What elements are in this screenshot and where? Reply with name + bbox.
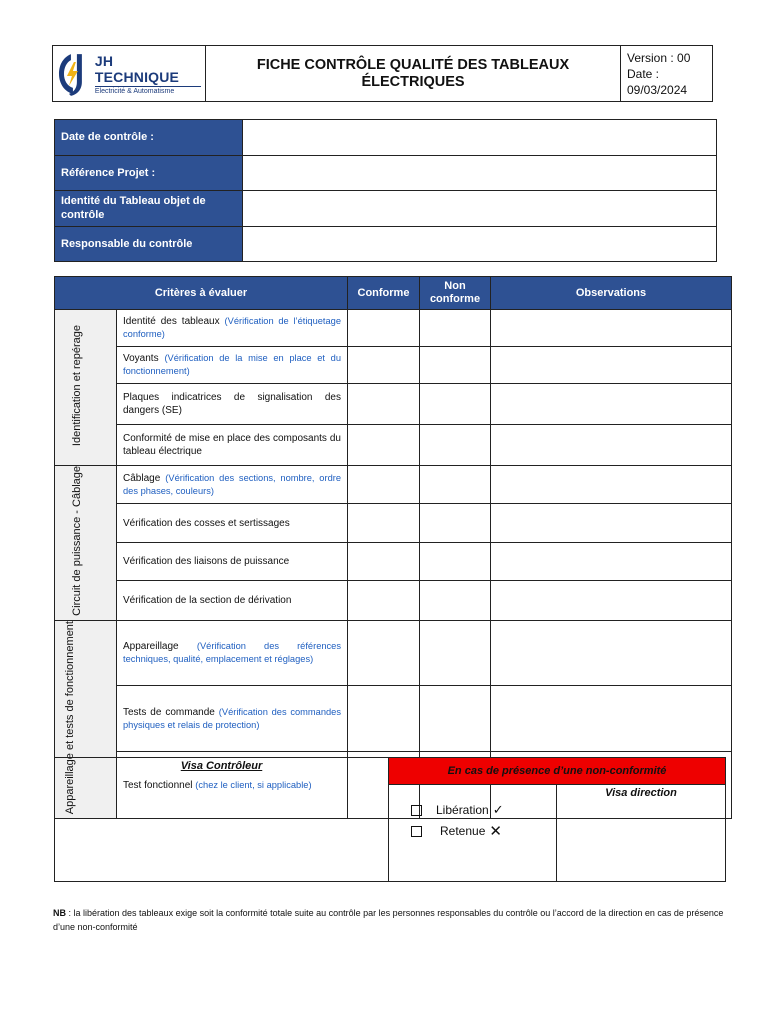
conforme-cell[interactable] [348, 620, 420, 685]
retenue-option[interactable] [411, 822, 556, 840]
group-label: Appareillage et tests de fonctionnement [63, 620, 76, 815]
conforme-cell[interactable] [348, 310, 420, 347]
company-logo [57, 52, 201, 96]
criterion-label: Conformité de mise en place des composants du tableau électrique [123, 433, 341, 457]
criterion-note: (Vérification des commandes physiques et relais de protection) [123, 706, 341, 730]
criterion-note: (Vérification des sections, nombre, ordre des phases, couleurs) [123, 472, 342, 496]
retenue-label: Retenue [440, 824, 486, 838]
info-field-reference[interactable] [243, 155, 717, 191]
criterion-row [117, 466, 348, 504]
non-conforme-cell[interactable] [420, 384, 491, 425]
criterion-row [117, 425, 348, 466]
criterion-label: Plaques indicatrices de signalisation des dangers (SE) [123, 392, 341, 416]
header-criteria: Critères à évaluer [55, 277, 348, 310]
criterion-note: (Vérification des références techniques, qualité, emplacement et réglages) [123, 640, 341, 664]
conforme-cell[interactable] [348, 425, 420, 466]
non-conforme-cell[interactable] [420, 685, 491, 752]
conforme-cell[interactable] [348, 581, 420, 621]
document-header [52, 45, 713, 102]
cross-icon: ✕ [489, 823, 502, 840]
criterion-row [117, 542, 348, 580]
non-conforme-cell[interactable] [420, 310, 491, 347]
liberation-label: Libération [436, 803, 489, 817]
check-icon: ✓ [492, 802, 504, 817]
conforme-cell[interactable] [348, 685, 420, 752]
non-conformite-header: En cas de présence d’une non-conformité [389, 758, 726, 785]
criterion-label: Identité des tableaux [123, 316, 220, 327]
observations-cell[interactable] [491, 310, 732, 347]
retenue-checkbox[interactable] [411, 826, 422, 837]
criterion-row [117, 310, 348, 347]
criterion-label: Vérification de la section de dérivation [123, 595, 292, 607]
criterion-label: Voyants [123, 353, 159, 364]
non-conforme-cell[interactable] [420, 504, 491, 542]
info-label-date: Date de contrôle : [55, 120, 243, 156]
info-label-reference: Référence Projet : [55, 155, 243, 191]
criterion-row [117, 685, 348, 752]
non-conforme-cell[interactable] [420, 581, 491, 621]
non-conforme-cell[interactable] [420, 425, 491, 466]
visa-direction-cell[interactable] [557, 785, 726, 882]
criterion-note: (Vérification de la mise en place et du fonctionnement) [123, 353, 341, 376]
decision-cell [389, 785, 557, 882]
logo-name: JH TECHNIQUE [94, 52, 180, 85]
criterion-label: Vérification des cosses et sertissages [123, 517, 290, 529]
info-label-responsable: Responsable du contrôle [55, 226, 243, 262]
criterion-note: (chez le client, si applicable) [195, 779, 312, 790]
visa-controleur-cell[interactable] [55, 758, 389, 882]
observations-cell[interactable] [491, 504, 732, 542]
conforme-cell[interactable] [348, 347, 420, 384]
conforme-cell[interactable] [348, 466, 420, 504]
observations-cell[interactable] [491, 425, 732, 466]
visa-direction-title: Visa direction [605, 787, 677, 799]
criteria-table [54, 276, 732, 819]
info-field-identite[interactable] [243, 191, 717, 227]
conforme-cell[interactable] [348, 542, 420, 580]
footnote-prefix: NB [53, 908, 66, 918]
footnote [53, 906, 733, 934]
group-identification [55, 310, 117, 466]
info-field-date[interactable] [243, 120, 717, 156]
criterion-label: Test fonctionnel [123, 779, 193, 791]
info-table [54, 119, 717, 262]
group-label: Identification et repérage [70, 324, 83, 447]
observations-cell[interactable] [491, 384, 732, 425]
info-label-identite: Identité du Tableau objet de contrôle [55, 191, 243, 227]
criterion-row [117, 384, 348, 425]
observations-cell[interactable] [491, 542, 732, 580]
criterion-label: Câblage [123, 472, 161, 484]
observations-cell[interactable] [491, 581, 732, 621]
logo-subtitle: Electricité & Automatisme [95, 86, 201, 95]
header-conforme: Conforme [348, 277, 420, 310]
criterion-row [117, 347, 348, 384]
criterion-label: Tests de commande [123, 706, 215, 718]
version-cell [621, 46, 713, 102]
criterion-label: Vérification des liaisons de puissance [123, 556, 290, 568]
criterion-label: Appareillage [123, 640, 179, 652]
non-conforme-cell[interactable] [420, 466, 491, 504]
liberation-option[interactable] [411, 802, 556, 818]
observations-cell[interactable] [491, 347, 732, 384]
footnote-text: : la libération des tableaux exige soit la conformité totale suite au contrôle par les personnes responsables du contrôle ou l’accord de la direction en cas de présence d’une non-conformité [53, 908, 724, 932]
visa-controleur-title: Visa Contrôleur [180, 760, 263, 772]
lightning-logo-icon [57, 52, 91, 96]
criterion-note: (Vérification de l’étiquetage conforme) [123, 316, 342, 339]
info-field-responsable[interactable] [243, 226, 717, 262]
criterion-row [117, 620, 348, 685]
liberation-checkbox[interactable] [411, 805, 422, 816]
group-circuit-puissance [55, 466, 117, 621]
non-conforme-cell[interactable] [420, 542, 491, 580]
document-title: FICHE CONTRÔLE QUALITÉ DES TABLEAUX ÉLECTRIQUES [206, 46, 621, 102]
non-conforme-cell[interactable] [420, 347, 491, 384]
non-conforme-cell[interactable] [420, 620, 491, 685]
visa-table [54, 757, 726, 882]
observations-cell[interactable] [491, 685, 732, 752]
conforme-cell[interactable] [348, 384, 420, 425]
header-non-conforme: Non conforme [420, 277, 491, 310]
version-text: Version : 00 [627, 50, 691, 65]
header-observations: Observations [491, 277, 732, 310]
observations-cell[interactable] [491, 620, 732, 685]
date-text: Date : 09/03/2024 [627, 66, 688, 97]
group-label: Circuit de puissance - Câblage [70, 466, 83, 616]
observations-cell[interactable] [491, 466, 732, 504]
conforme-cell[interactable] [348, 504, 420, 542]
logo-cell [53, 46, 206, 102]
criterion-row [117, 581, 348, 621]
criterion-row [117, 504, 348, 542]
